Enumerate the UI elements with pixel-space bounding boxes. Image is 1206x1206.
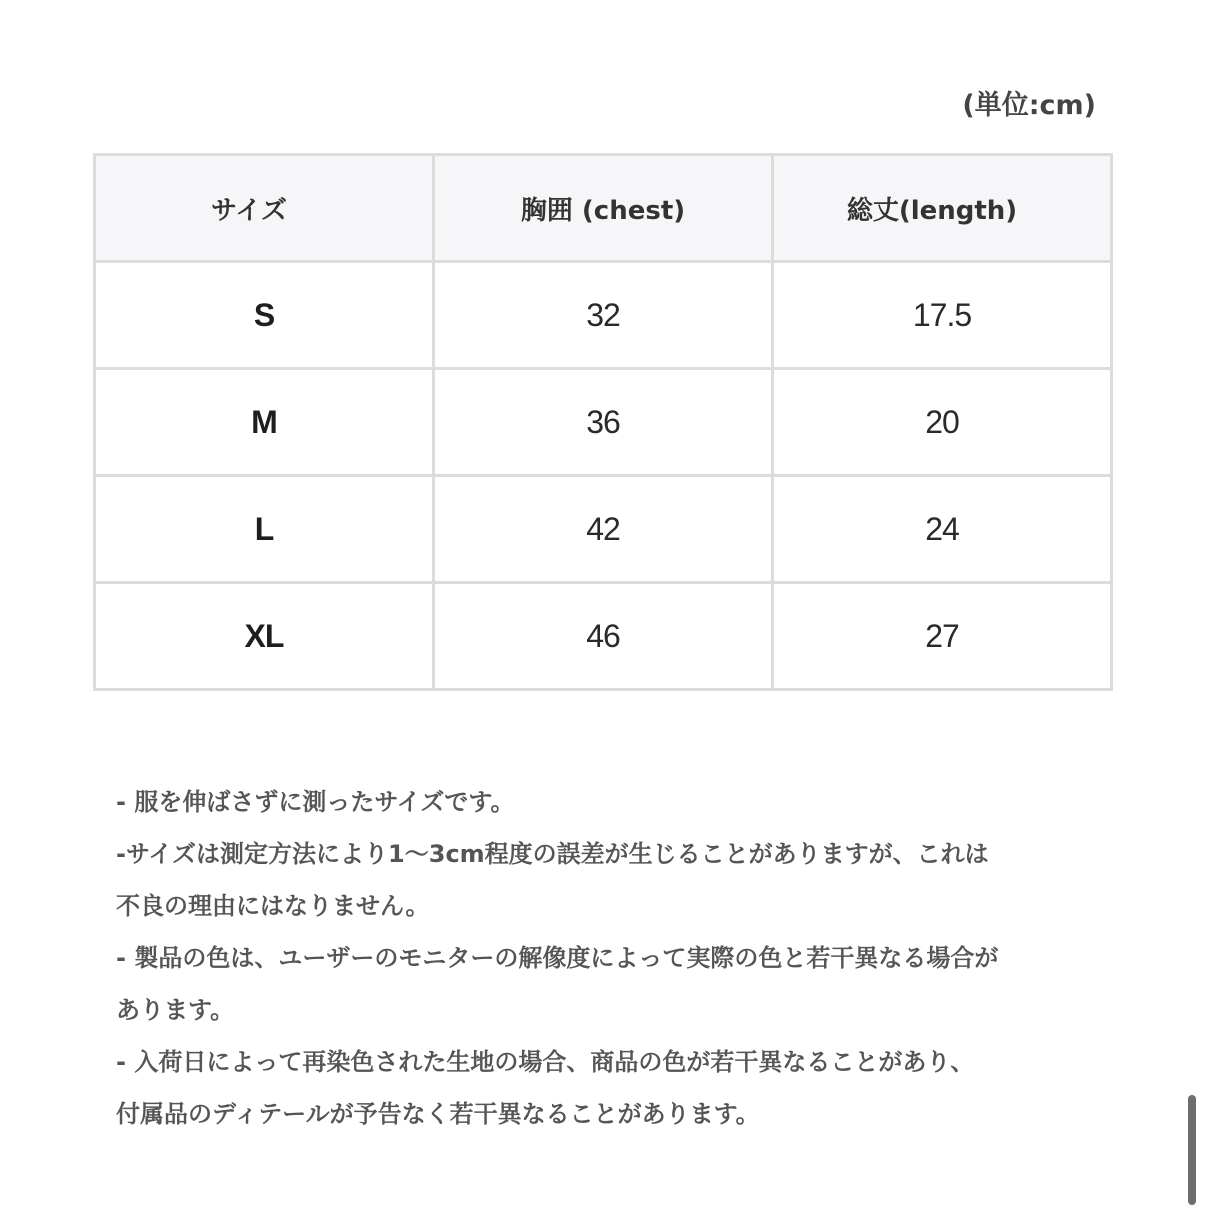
note-line: - 服を伸ばさずに測ったサイズです。 bbox=[116, 788, 515, 816]
header-size: サイズ bbox=[95, 155, 434, 262]
scrollbar[interactable] bbox=[1188, 1095, 1196, 1205]
unit-label: (単位:cm) bbox=[962, 90, 1096, 121]
length-cell: 20 bbox=[773, 369, 1112, 476]
table-row bbox=[95, 262, 1112, 369]
size-cell: XL bbox=[95, 583, 434, 690]
note-line: 不良の理由にはなりません。 bbox=[116, 892, 430, 920]
size-table bbox=[93, 153, 1113, 691]
size-cell: L bbox=[95, 476, 434, 583]
length-cell: 27 bbox=[773, 583, 1112, 690]
length-cell: 17.5 bbox=[773, 262, 1112, 369]
chest-cell: 36 bbox=[434, 369, 773, 476]
table-header-row bbox=[95, 155, 1112, 262]
chest-cell: 42 bbox=[434, 476, 773, 583]
note-line: -サイズは測定方法により1〜3cm程度の誤差が生じることがありますが、これは bbox=[116, 840, 989, 868]
note-line: あります。 bbox=[116, 996, 235, 1024]
header-chest: 胸囲 (chest) bbox=[434, 155, 773, 262]
note-line: - 製品の色は、ユーザーのモニターの解像度によって実際の色と若干異なる場合が bbox=[116, 944, 999, 972]
chest-cell: 32 bbox=[434, 262, 773, 369]
note-line: 付属品のディテールが予告なく若干異なることがあります。 bbox=[116, 1100, 760, 1128]
chest-cell: 46 bbox=[434, 583, 773, 690]
notes bbox=[116, 776, 1096, 1140]
table-row bbox=[95, 583, 1112, 690]
length-cell: 24 bbox=[773, 476, 1112, 583]
size-cell: M bbox=[95, 369, 434, 476]
header-length: 総丈(length) bbox=[773, 155, 1112, 262]
note-line: - 入荷日によって再染色された生地の場合、商品の色が若干異なることがあり、 bbox=[116, 1048, 975, 1076]
table-row bbox=[95, 369, 1112, 476]
table-row bbox=[95, 476, 1112, 583]
size-cell: S bbox=[95, 262, 434, 369]
